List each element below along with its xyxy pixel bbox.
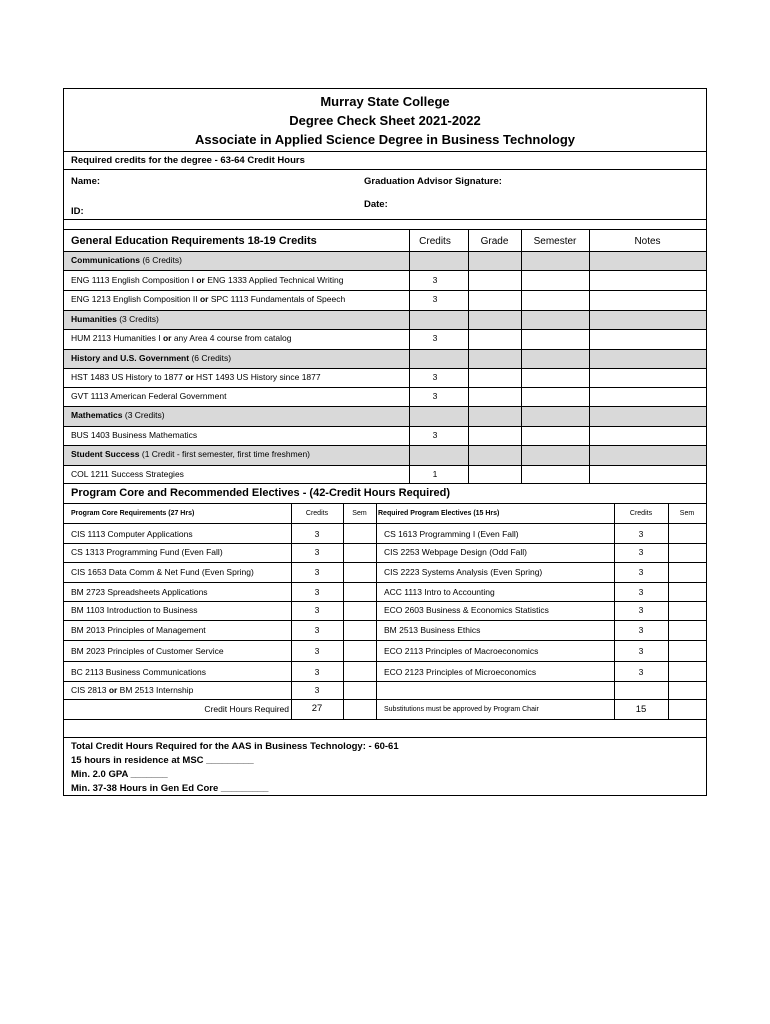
core-course: BM 2023 Principles of Customer Service <box>71 646 224 656</box>
elective-course: BM 2513 Business Ethics <box>384 625 481 635</box>
bus1403-credits: 3 <box>432 430 438 440</box>
student-success-category: Student Success (1 Credit - first semester, first time freshmen) <box>71 449 311 459</box>
core-credits: 3 <box>314 567 320 577</box>
elective-credits: 3 <box>638 667 644 677</box>
semester-column-header: Semester <box>533 236 577 247</box>
elective-credits-header: Credits <box>629 510 653 517</box>
total-credit-hours: Total Credit Hours Required for the AAS in Business Technology: - 60-61 <box>71 741 399 752</box>
elective-credits: 3 <box>638 587 644 597</box>
gvt1113-credits: 3 <box>432 391 438 401</box>
hum2113-credits: 3 <box>432 333 438 343</box>
substitution-note: Substitutions must be approved by Program Chair <box>384 706 539 713</box>
core-total-label: Credit Hours Required <box>204 704 289 714</box>
grade-column-header: Grade <box>480 236 509 247</box>
sheet-title: Degree Check Sheet 2021-2022 <box>289 113 481 128</box>
elective-course: ECO 2123 Principles of Microeconomics <box>384 667 537 677</box>
core-credits: 3 <box>314 685 320 695</box>
date-label: Date: <box>364 199 388 210</box>
id-label: ID: <box>71 206 84 217</box>
gvt1113-course: GVT 1113 American Federal Government <box>71 391 227 401</box>
core-credits: 3 <box>314 646 320 656</box>
name-label: Name: <box>71 176 101 187</box>
hst1483-course: HST 1483 US History to 1877 or HST 1493 US History since 1877 <box>71 372 321 382</box>
elective-course: CS 1613 Programming I (Even Fall) <box>384 529 519 539</box>
core-credits: 3 <box>314 605 320 615</box>
core-total-credits: 27 <box>311 703 323 714</box>
elective-credits: 3 <box>638 646 644 656</box>
eng1113-credits: 3 <box>432 275 438 285</box>
hum2113-course: HUM 2113 Humanities I or any Area 4 course from catalog <box>71 333 292 343</box>
eng1113-course: ENG 1113 English Composition I or ENG 1333 Applied Technical Writing <box>71 275 344 285</box>
min-gen-ed-hours: Min. 37-38 Hours in Gen Ed Core _________ <box>71 783 269 794</box>
core-credits: 3 <box>314 625 320 635</box>
elective-credits: 3 <box>638 567 644 577</box>
core-course: CIS 1113 Computer Applications <box>71 529 193 539</box>
col1211-credits: 1 <box>432 469 438 479</box>
core-credits: 3 <box>314 547 320 557</box>
elective-course: ACC 1113 Intro to Accounting <box>384 587 495 597</box>
eng1213-credits: 3 <box>432 294 438 304</box>
core-credits: 3 <box>314 587 320 597</box>
elective-course: ECO 2603 Business & Economics Statistics <box>384 605 549 615</box>
core-credits-header: Credits <box>305 510 329 517</box>
elective-credits: 3 <box>638 547 644 557</box>
col1211-course: COL 1211 Success Strategies <box>71 469 184 479</box>
elective-credits: 3 <box>638 529 644 539</box>
core-credits: 3 <box>314 529 320 539</box>
elective-course: CIS 2223 Systems Analysis (Even Spring) <box>384 567 543 577</box>
notes-column-header: Notes <box>634 236 661 247</box>
hst1483-credits: 3 <box>432 372 438 382</box>
residence-hours: 15 hours in residence at MSC _________ <box>71 755 254 766</box>
core-course: BM 2013 Principles of Management <box>71 625 206 635</box>
elective-sem-header: Sem <box>679 510 695 517</box>
core-course-internship: CIS 2813 or BM 2513 Internship <box>71 685 194 695</box>
core-course: BM 1103 Introduction to Business <box>71 605 198 615</box>
core-course: CIS 1653 Data Comm & Net Fund (Even Spring) <box>71 567 254 577</box>
min-gpa: Min. 2.0 GPA _______ <box>71 769 168 780</box>
elective-course: CIS 2253 Webpage Design (Odd Fall) <box>384 547 528 557</box>
credits-column-header: Credits <box>419 236 451 247</box>
elective-total-credits: 15 <box>635 704 647 715</box>
humanities-category: Humanities (3 Credits) <box>71 314 159 324</box>
core-course: BM 2723 Spreadsheets Applications <box>71 587 208 597</box>
mathematics-category: Mathematics (3 Credits) <box>71 410 165 420</box>
elective-course: ECO 2113 Principles of Macroeconomics <box>384 646 539 656</box>
degree-title: Associate in Applied Science Degree in Business Technology <box>195 132 575 147</box>
college-name: Murray State College <box>320 94 450 109</box>
core-sem-header: Sem <box>352 510 367 517</box>
core-requirements-header: Program Core Requirements (27 Hrs) <box>71 510 195 517</box>
eng1213-course: ENG 1213 English Composition II or SPC 1113 Fundamentals of Speech <box>71 294 346 304</box>
gen-ed-heading: General Education Requirements 18-19 Credits <box>71 235 317 247</box>
required-credits: Required credits for the degree - 63-64 Credit Hours <box>71 155 305 166</box>
bus1403-course: BUS 1403 Business Mathematics <box>71 430 198 440</box>
history-category: History and U.S. Government (6 Credits) <box>71 353 232 363</box>
core-course: CS 1313 Programming Fund (Even Fall) <box>71 547 223 557</box>
program-heading: Program Core and Recommended Electives - (42-Credit Hours Required) <box>71 487 450 499</box>
degree-check-sheet <box>63 88 707 796</box>
core-credits: 3 <box>314 667 320 677</box>
core-course: BC 2113 Business Communications <box>71 667 206 677</box>
communications-category: Communications (6 Credits) <box>71 255 182 265</box>
elective-credits: 3 <box>638 605 644 615</box>
advisor-signature-label: Graduation Advisor Signature: <box>364 176 502 187</box>
electives-header: Required Program Electives (15 Hrs) <box>378 510 500 517</box>
elective-credits: 3 <box>638 625 644 635</box>
